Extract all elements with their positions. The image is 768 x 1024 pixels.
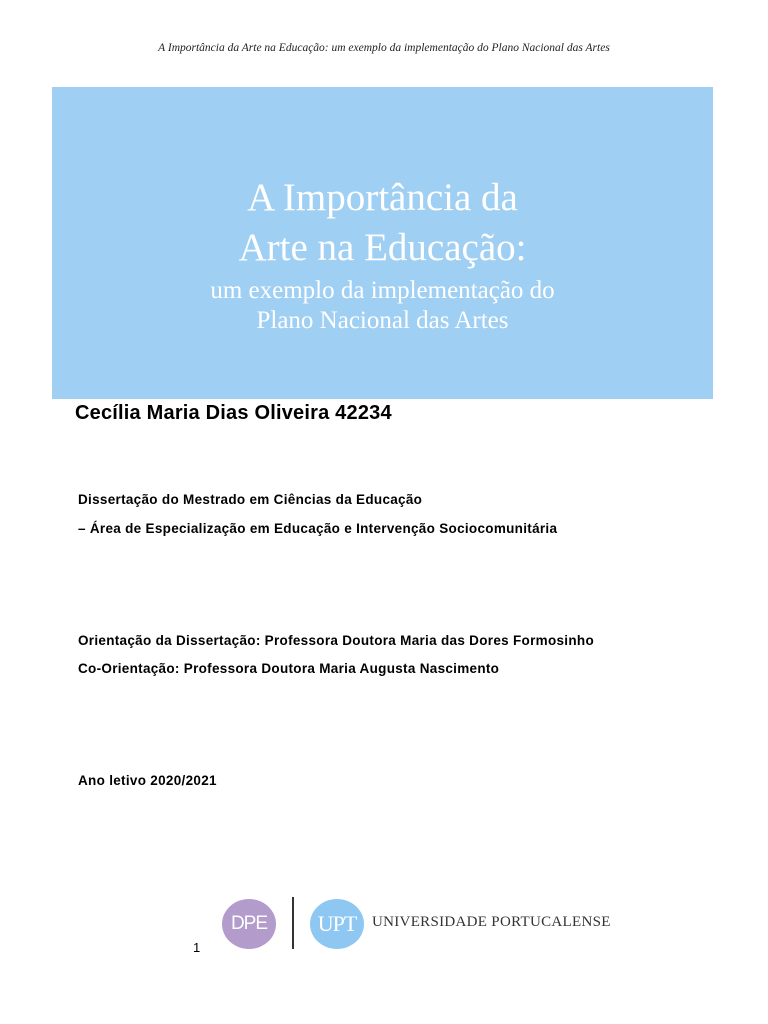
upt-logo: UPT (310, 899, 364, 949)
footer-logos (222, 897, 622, 951)
academic-year: Ano letivo 2020/2021 (78, 773, 217, 788)
page-number: 1 (193, 940, 201, 955)
logo-divider (292, 897, 294, 949)
running-header: A Importância da Arte na Educação: um exemplo da implementação do Plano Nacional das Artes (158, 42, 610, 54)
title-box (52, 87, 713, 399)
dissertation-line-1: Dissertação do Mestrado em Ciências da Educação (78, 492, 423, 507)
subtitle-line-1: um exemplo da implementação do (210, 277, 555, 304)
dpe-logo: DPE (222, 899, 276, 949)
author-name: Cecília Maria Dias Oliveira 42234 (75, 402, 392, 424)
title-line-1: A Importância da (247, 176, 518, 219)
advisor-line: Orientação da Dissertação: Professora Doutora Maria das Dores Formosinho (78, 633, 594, 648)
subtitle-line-2: Plano Nacional das Artes (256, 307, 509, 334)
title-line-2: Arte na Educação: (238, 226, 527, 269)
co-advisor-line: Co-Orientação: Professora Doutora Maria Augusta Nascimento (78, 661, 500, 676)
university-name: UNIVERSIDADE PORTUCALENSE (372, 914, 611, 930)
dissertation-line-2: – Área de Especialização em Educação e Intervenção Sociocomunitária (78, 521, 558, 536)
